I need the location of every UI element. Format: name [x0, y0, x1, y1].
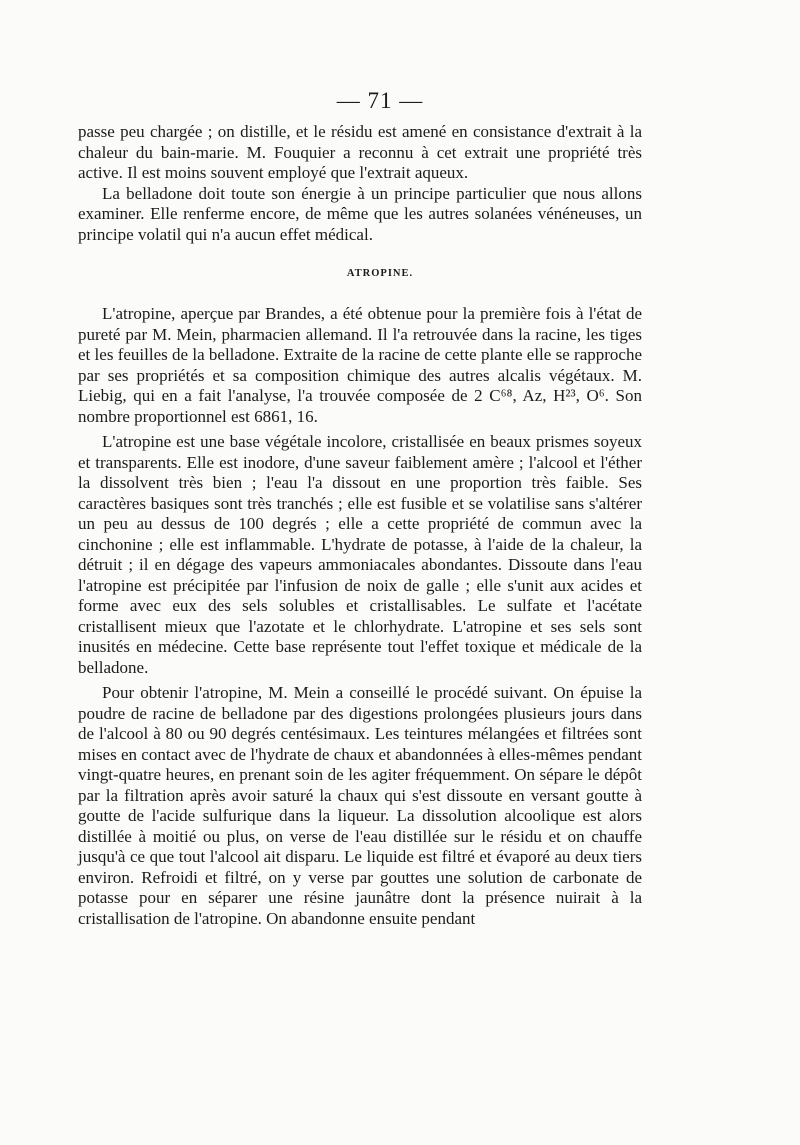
atropine-paragraph-1: L'atropine, aperçue par Brandes, a été obtenue pour la première fois à l'état de pureté par M. Mein, pharmacien allemand. Il l'a retrouvée dans la racine, les tiges et les feuilles de la belladone. Extraite de la racine de cette plante elle se rapproche par ses propriétés et sa composition chimique des autres alcalis végétaux. M. Liebig, qui en a fait l'analyse, l'a trouvée composée de 2 C⁶⁸, Az, H²³, O⁶. Son nombre proportionnel est 6861, 16.	[78, 304, 642, 426]
atropine-paragraph-3: Pour obtenir l'atropine, M. Mein a conseillé le procédé suivant. On épuise la poudre de racine de belladone par des digestions prolongées plusieurs jours dans de l'alcool à 80 ou 90 degrés centésimaux. Les teintures mélangées et filtrées sont mises en contact avec de l'hydrate de chaux et abandonnées à elles-mêmes pendant vingt-quatre heures, en prenant soin de les agiter fréquemment. On sépare le dépôt par la filtration après avoir saturé la chaux qui s'est dissoute en versant goutte à goutte de l'acide sulfurique dans la liqueur. La dissolution alcoolique est alors distillée à moitié ou plus, on verse de l'eau distillée sur le résidu et on chauffe jusqu'à ce que tout l'alcool ait disparu. Le liquide est filtré et évaporé au deux tiers environ. Refroidi et filtré, on y verse par gouttes une solution de carbonate de potasse pour en séparer une résine jaunâtre dont la présence nuirait à la cristallisation de l'atropine. On abandonne ensuite pendant	[78, 683, 642, 928]
page-number: — 71 —	[336, 88, 424, 113]
intro-paragraph-1: passe peu chargée ; on distille, et le résidu est amené en consistance d'extrait à la chaleur du bain-marie. M. Fouquier a reconnu à cet extrait une propriété très active. Il est moins souvent employé que l'extrait aqueux.	[78, 122, 642, 182]
atropine-paragraph-2: L'atropine est une base végétale incolore, cristallisée en beaux prismes soyeux et transparents. Elle est inodore, d'une saveur faiblement amère ; l'alcool et l'éther la dissolvent très bien ; l'eau l'a dissout en une proportion très faible. Ses caractères basiques sont très tranchés ; elle est fusible et se volatilise sans s'altérer un peu au dessus de 100 degrés ; elle a cette propriété de commun avec la cinchonine ; elle est inflammable. L'hydrate de potasse, à l'aide de la chaleur, la détruit ; il en dégage des vapeurs ammoniacales abondantes. Dissoute dans l'eau l'atropine est précipitée par l'infusion de noix de galle ; elle s'unit aux acides et forme avec eux des sels solubles et cristallisables. Le sulfate et l'acétate cristallisent mieux que l'azotate et le chlorhydrate. L'atropine et ses sels sont inusités en médecine. Cette base représente tout l'effet toxique et médicale de la belladone.	[78, 432, 642, 677]
section-title: ATROPINE.	[346, 268, 414, 279]
book-page	[78, 86, 642, 929]
intro-paragraph-2: La belladone doit toute son énergie à un principe particulier que nous allons examiner. Elle renferme encore, de même que les autres solanées vénéneuses, un principe volatil qui n'a aucun effet médical.	[78, 183, 642, 244]
